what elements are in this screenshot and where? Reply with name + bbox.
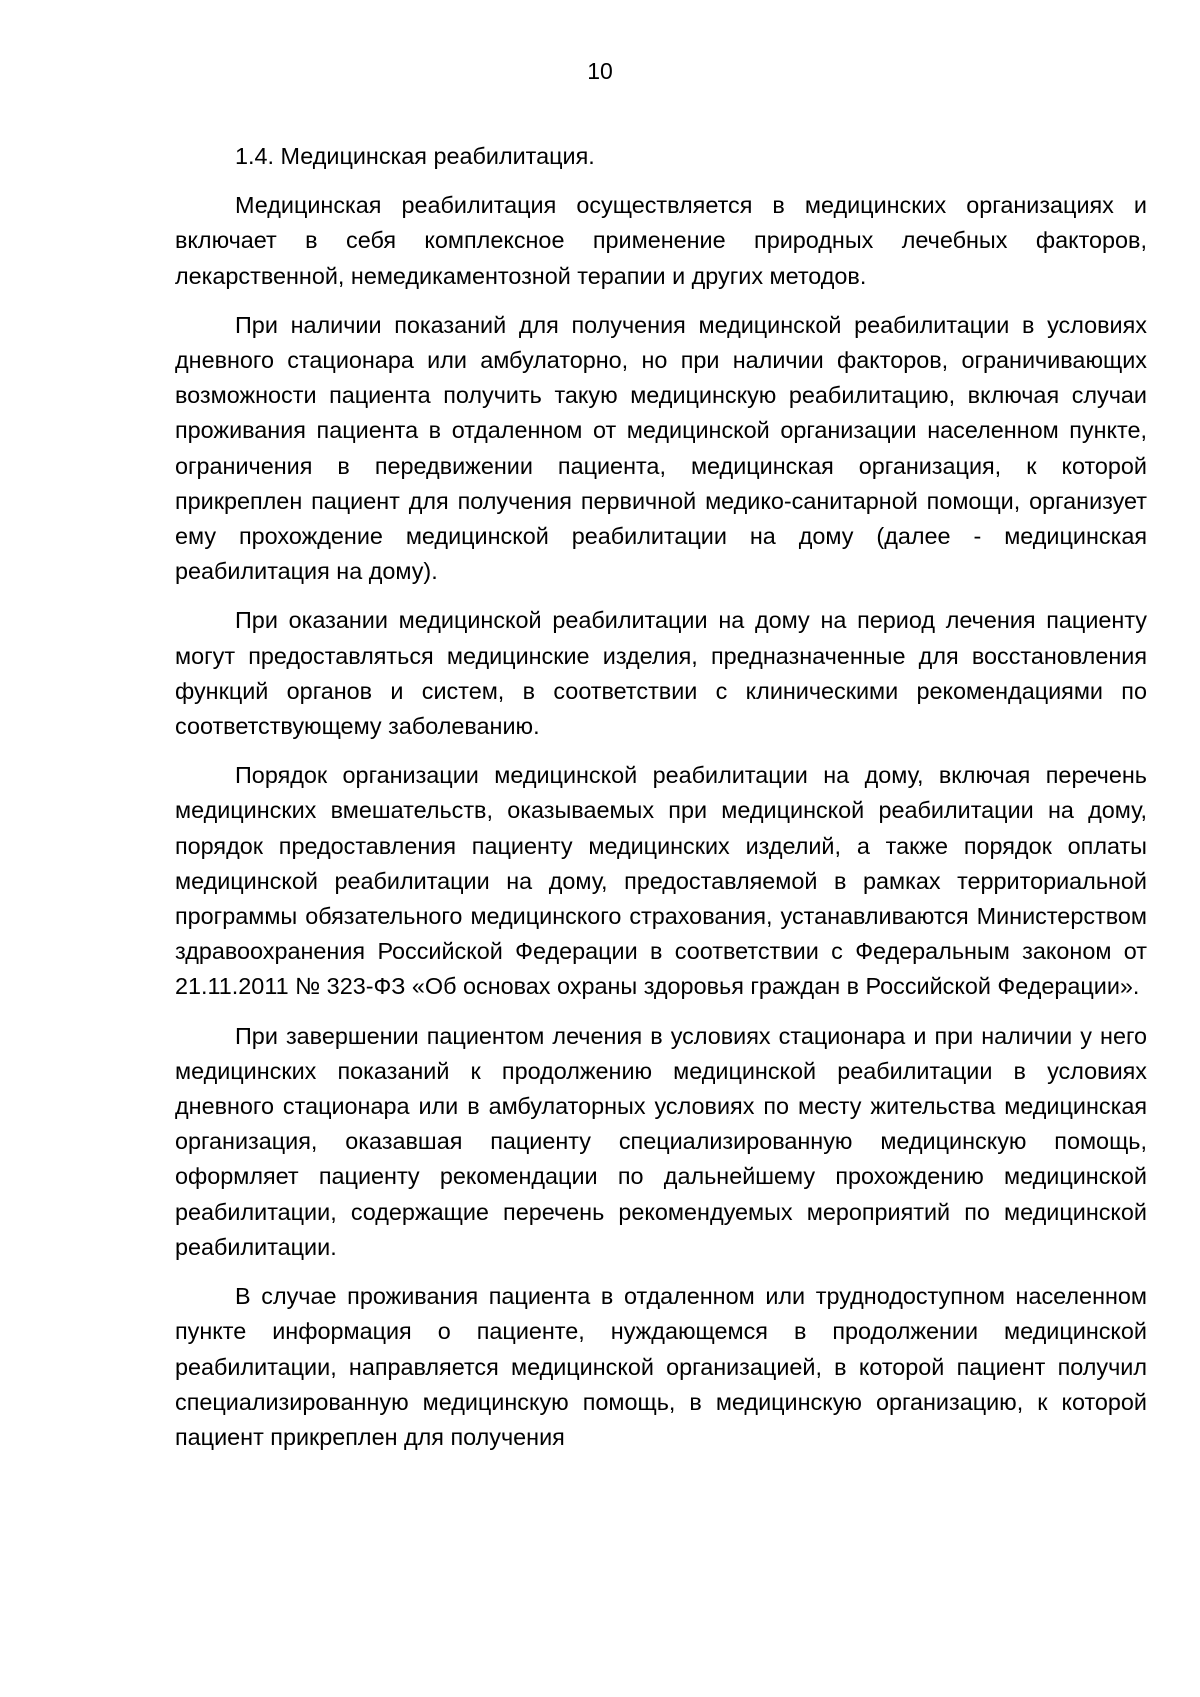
paragraph-discharge-recommendations: При завершении пациентом лечения в условиях стационара и при наличии у него медицинских показаний к продолжению медицинской реабилитации в условиях дневного стационара или в амбулаторных условиях по месту жительства медицинская организация, оказавшая пациенту специализированную медицинскую помощь, оформляет пациенту рекомендации по дальнейшему прохождению медицинской реабилитации, содержащие перечень рекомендуемых мероприятий по медицинской реабилитации.	[175, 1022, 1147, 1260]
section-heading: 1.4. Медицинская реабилитация.	[235, 143, 595, 169]
paragraph-home-rehabilitation: При наличии показаний для получения медицинской реабилитации в условиях дневного стационара или амбулаторно, но при наличии факторов, ограничивающих возможности пациента получить такую медицинскую реабилитацию, включая случаи проживания пациента в отдаленном от медицинской организации населенном пункте, ограничения в передвижении пациента, медицинская организация, к которой прикреплен пациент для получения первичной медико-санитарной помощи, организует ему прохождение медицинской реабилитации на дому (далее - медицинская реабилитация на дому).	[175, 311, 1147, 585]
paragraph-remote-settlement: В случае проживания пациента в отдаленном или труднодоступном населенном пункте информация о пациенте, нуждающемся в продолжении медицинской реабилитации, направляется медицинской организацией, в которой пациент получил специализированную медицинскую помощь, в медицинскую организацию, к которой пациент прикреплен для получения	[175, 1283, 1147, 1450]
paragraph-procedure: Порядок организации медицинской реабилитации на дому, включая перечень медицинских вмешательств, оказываемых при медицинской реабилитации на дому, порядок предоставления пациенту медицинских изделий, а также порядок оплаты медицинской реабилитации на дому, предоставляемой в рамках территориальной программы обязательного медицинского страхования, устанавливаются Министерством здравоохранения Российской Федерации в соответствии с Федеральным законом от 21.11.2011 № 323-ФЗ «Об основах охраны здоровья граждан в Российской Федерации».	[175, 762, 1147, 1000]
paragraph-medical-devices: При оказании медицинской реабилитации на дому на период лечения пациенту могут предоставляться медицинские изделия, предназначенные для восстановления функций органов и систем, в соответствии с клиническими рекомендациями по соответствующему заболеванию.	[175, 607, 1147, 740]
page-number: 10	[587, 58, 613, 84]
paragraph-definition: Медицинская реабилитация осуществляется в медицинских организациях и включает в себя комплексное применение природных лечебных факторов, лекарственной, немедикаментозной терапии и других методов.	[175, 192, 1147, 289]
document-body	[175, 139, 1147, 1469]
